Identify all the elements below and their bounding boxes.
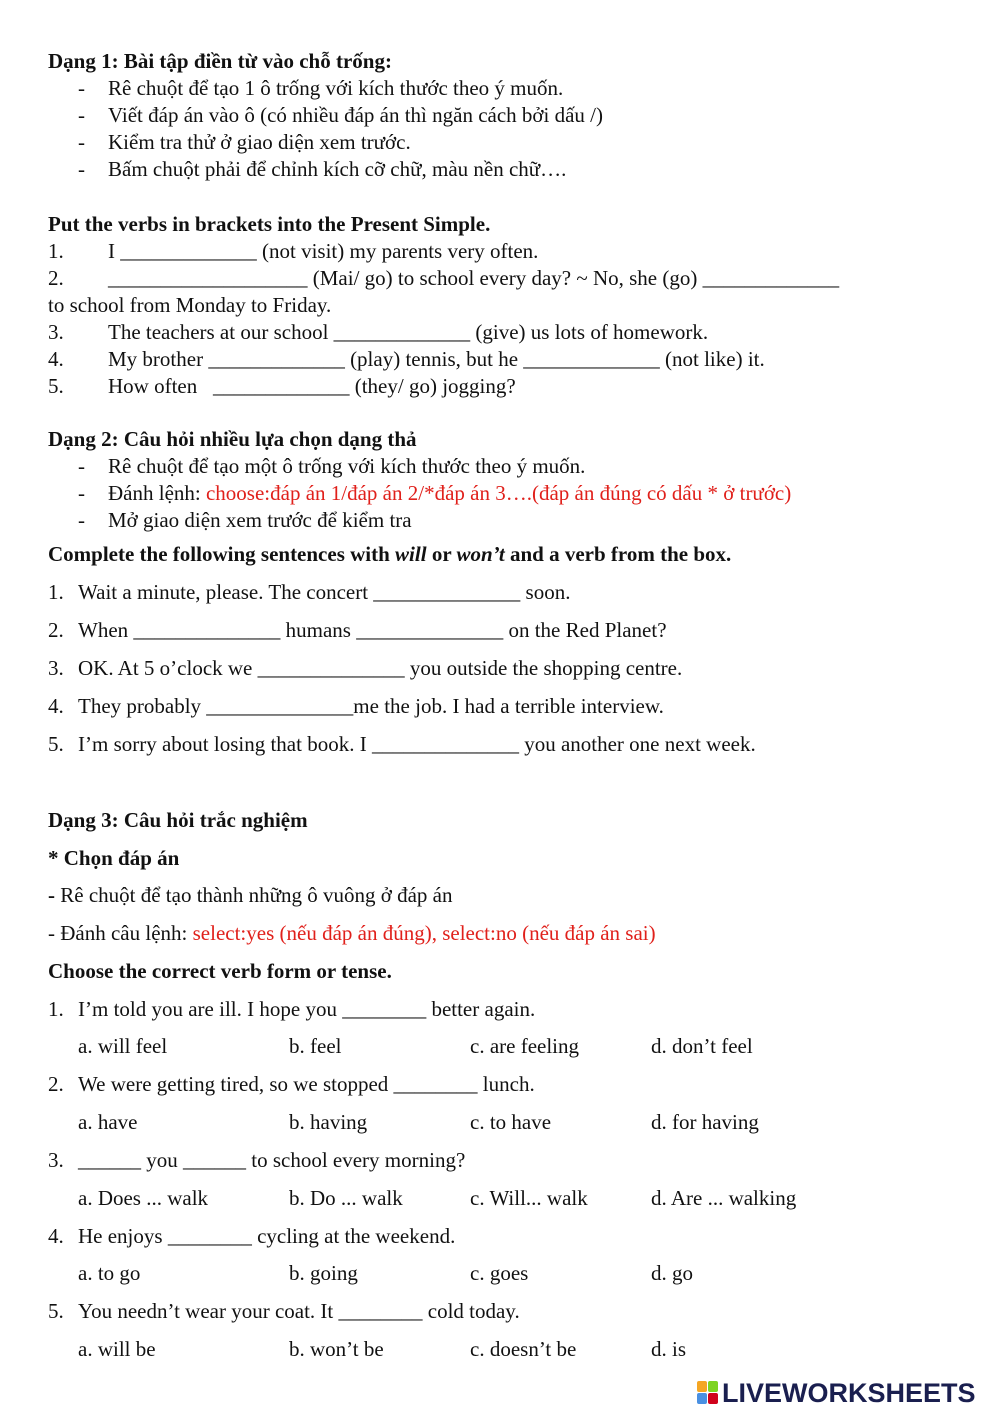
ex2-num: 1.	[48, 580, 64, 604]
logo-text: LIVEWORKSHEETS	[722, 1377, 976, 1408]
dang2-command: choose:đáp án 1/đáp án 2/*đáp án 3….(đáp án đúng có dấu * ở trước)	[205, 481, 792, 505]
ex3-q5-option-d[interactable]: d. is	[651, 1337, 687, 1361]
ex3-q2-option-c[interactable]: c. to have	[470, 1110, 552, 1134]
ex2-num: 3.	[48, 656, 64, 680]
ex3-q3-option-a[interactable]: a. Does ... walk	[78, 1186, 209, 1210]
liveworksheets-logo	[697, 1378, 976, 1408]
bullet-dash: -	[78, 508, 85, 532]
ex3-q1-option-c[interactable]: c. are feeling	[470, 1034, 580, 1058]
dang1-bullet-1: Rê chuột để tạo 1 ô trống với kích thước theo ý muốn.	[108, 76, 564, 100]
ex3-q2-option-a[interactable]: a. have	[78, 1110, 138, 1134]
ex2-title-wont: won’t	[456, 542, 505, 566]
ex3-q3-option-d[interactable]: d. Are ... walking	[651, 1186, 797, 1210]
ex1-num: 2.	[48, 266, 64, 290]
ex3-q1-option-a[interactable]: a. will feel	[78, 1034, 168, 1058]
bullet-dash: -	[78, 157, 85, 181]
ex2-title-will: will	[395, 542, 427, 566]
dang3-heading: Dạng 3: Câu hỏi trắc nghiệm	[48, 808, 308, 832]
dang3-command: select:yes (nếu đáp án đúng), select:no (nếu đáp án sai)	[192, 921, 656, 945]
dang1-bullet-4: Bấm chuột phải để chỉnh kích cỡ chữ, màu nền chữ….	[108, 157, 567, 181]
ex3-question-3: ______ you ______ to school every morning?	[78, 1148, 466, 1172]
dang3-line-1-dash: -	[48, 883, 61, 907]
ex2-title-part: Complete the following sentences with	[48, 542, 396, 566]
ex1-item-3[interactable]: The teachers at our school _____________ (give) us lots of homework.	[108, 320, 709, 344]
ex1-num: 5.	[48, 374, 64, 398]
ex3-q1-option-d[interactable]: d. don’t feel	[651, 1034, 753, 1058]
ex3-num: 2.	[48, 1072, 64, 1096]
ex2-num: 2.	[48, 618, 64, 642]
ex3-q2-option-b[interactable]: b. having	[289, 1110, 368, 1134]
ex1-num: 4.	[48, 347, 64, 371]
ex3-num: 1.	[48, 997, 64, 1021]
ex3-q5-option-a[interactable]: a. will be	[78, 1337, 156, 1361]
dang2-bullet-2-prefix: Đánh lệnh:	[108, 481, 206, 505]
ex3-question-2: We were getting tired, so we stopped ________ lunch.	[78, 1072, 535, 1096]
ex3-q1-option-b[interactable]: b. feel	[289, 1034, 342, 1058]
ex3-q4-option-b[interactable]: b. going	[289, 1261, 358, 1285]
dang2-bullet-1: Rê chuột để tạo một ô trống với kích thước theo ý muốn.	[108, 454, 586, 478]
logo-square	[708, 1393, 718, 1404]
dang2-bullet-3: Mở giao diện xem trước để kiểm tra	[108, 508, 412, 532]
ex2-item-2[interactable]: When ______________ humans ______________ on the Red Planet?	[78, 618, 667, 642]
ex1-item-1[interactable]: I _____________ (not visit) my parents very often.	[108, 239, 539, 263]
logo-mark-icon	[697, 1381, 719, 1405]
dang3-line-2-prefix: - Đánh câu lệnh:	[48, 921, 193, 945]
ex2-title-part: and a verb from the box.	[504, 542, 732, 566]
dang1-bullet-2: Viết đáp án vào ô (có nhiều đáp án thì ngăn cách bởi dấu /)	[108, 103, 604, 127]
ex3-question-4: He enjoys ________ cycling at the weekend.	[78, 1224, 456, 1248]
ex3-q3-option-b[interactable]: b. Do ... walk	[289, 1186, 403, 1210]
ex3-q4-option-c[interactable]: c. goes	[470, 1261, 529, 1285]
ex3-q4-option-a[interactable]: a. to go	[78, 1261, 141, 1285]
ex3-num: 5.	[48, 1299, 64, 1323]
bullet-dash: -	[78, 454, 85, 478]
dang1-bullet-3: Kiểm tra thử ở giao diện xem trước.	[108, 130, 411, 154]
ex1-item-2[interactable]: ___________________ (Mai/ go) to school every day? ~ No, she (go) _____________	[108, 266, 840, 290]
dang3-line-2	[48, 920, 656, 947]
ex2-num: 4.	[48, 694, 64, 718]
dang2-bullet-2	[108, 480, 791, 507]
dang2-heading: Dạng 2: Câu hỏi nhiều lựa chọn dạng thả	[48, 427, 417, 451]
ex3-num: 4.	[48, 1224, 64, 1248]
bullet-dash: -	[78, 76, 85, 100]
ex2-num: 5.	[48, 732, 64, 756]
ex2-item-4[interactable]: They probably ______________me the job. I had a terrible interview.	[78, 694, 664, 718]
ex1-item-5[interactable]: How often _____________ (they/ go) jogging?	[108, 374, 516, 398]
dang3-sub: * Chọn đáp án	[48, 846, 180, 870]
ex2-title	[48, 541, 731, 568]
ex3-question-1: I’m told you are ill. I hope you ________ better again.	[78, 997, 536, 1021]
bullet-dash: -	[78, 130, 85, 154]
ex1-item-4[interactable]: My brother _____________ (play) tennis, but he _____________ (not like) it.	[108, 347, 765, 371]
ex1-title: Put the verbs in brackets into the Present Simple.	[48, 212, 491, 236]
ex2-item-5[interactable]: I’m sorry about losing that book. I ______________ you another one next week.	[78, 732, 756, 756]
ex3-q5-option-c[interactable]: c. doesn’t be	[470, 1337, 577, 1361]
ex3-num: 3.	[48, 1148, 64, 1172]
logo-square	[697, 1393, 707, 1404]
dang3-line-1	[48, 882, 453, 909]
dang1-heading: Dạng 1: Bài tập điền từ vào chỗ trống:	[48, 49, 392, 73]
ex3-title: Choose the correct verb form or tense.	[48, 959, 392, 983]
bullet-dash: -	[78, 481, 85, 505]
ex1-num: 1.	[48, 239, 64, 263]
ex3-q3-option-c[interactable]: c. Will... walk	[470, 1186, 588, 1210]
logo-square	[697, 1381, 707, 1392]
ex2-item-1[interactable]: Wait a minute, please. The concert ______________ soon.	[78, 580, 571, 604]
logo-square	[708, 1381, 718, 1392]
ex2-item-3[interactable]: OK. At 5 o’clock we ______________ you outside the shopping centre.	[78, 656, 683, 680]
ex3-question-5: You needn’t wear your coat. It ________ cold today.	[78, 1299, 520, 1323]
ex1-num: 3.	[48, 320, 64, 344]
ex3-q2-option-d[interactable]: d. for having	[651, 1110, 759, 1134]
ex3-q5-option-b[interactable]: b. won’t be	[289, 1337, 384, 1361]
ex2-title-part: or	[426, 542, 457, 566]
ex1-item-2-cont: to school from Monday to Friday.	[48, 293, 332, 317]
ex3-q4-option-d[interactable]: d. go	[651, 1261, 693, 1285]
bullet-dash: -	[78, 103, 85, 127]
dang3-line-1-text: Rê chuột để tạo thành những ô vuông ở đáp án	[60, 883, 453, 907]
